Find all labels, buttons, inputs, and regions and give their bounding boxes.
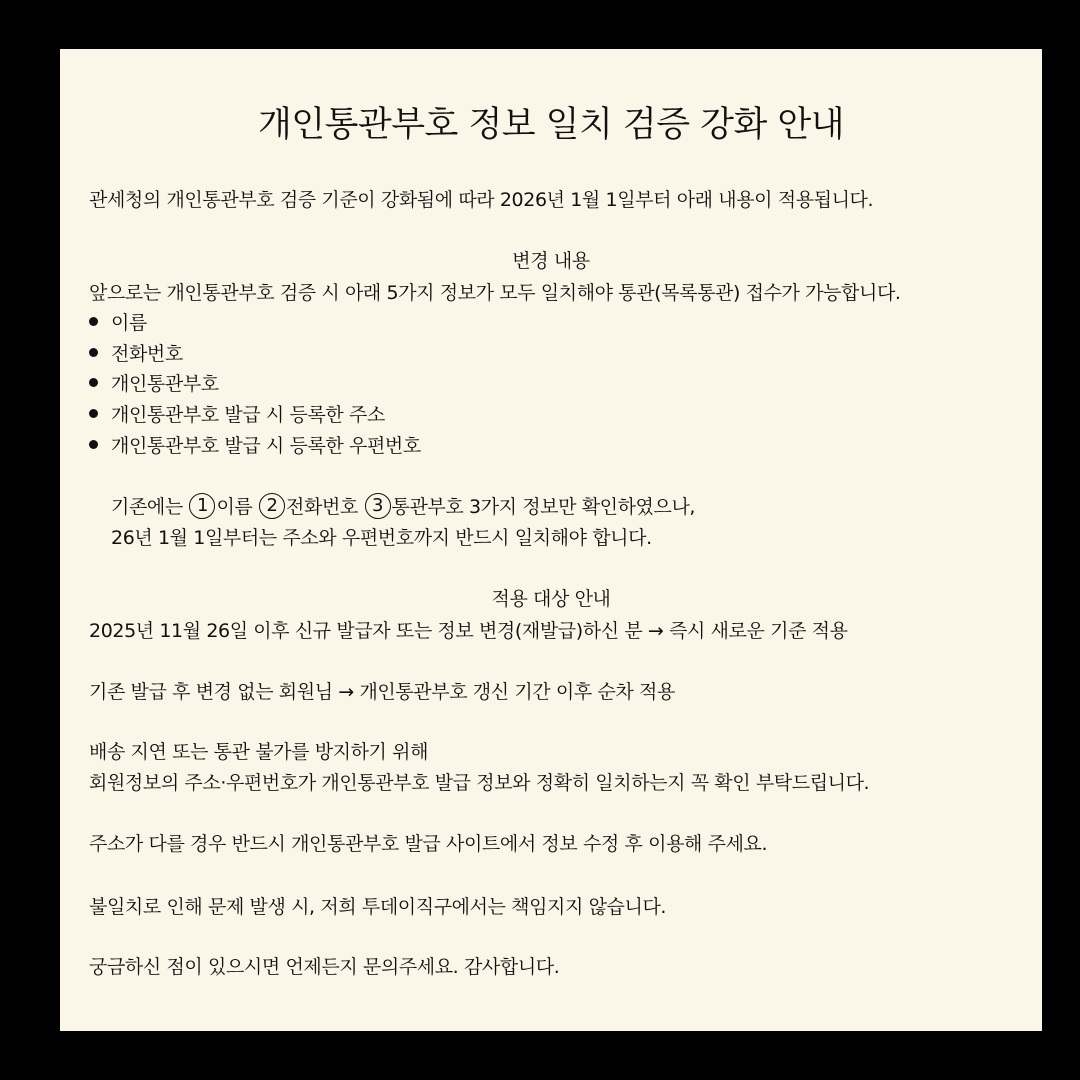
- scope-new-members: 2025년 11월 26일 이후 신규 발급자 또는 정보 변경(재발급)하신 분 → 즉시 새로운 기준 적용: [89, 620, 848, 642]
- bullet-icon: [89, 440, 98, 449]
- intro-text: 관세청의 개인통관부호 검증 기준이 강화됨에 따라 2026년 1월 1일부터 아래 내용이 적용됩니다.: [89, 189, 874, 211]
- changes-heading: 변경 내용: [512, 250, 590, 272]
- bullet-icon: [89, 378, 98, 387]
- bullet-icon: [89, 317, 98, 326]
- note-prefix: 기존에는: [111, 496, 189, 518]
- list-item-label: 이름: [111, 312, 147, 334]
- list-item-label: 개인통관부호 발급 시 등록한 주소: [111, 404, 385, 426]
- list-item: [89, 310, 147, 336]
- prevent-text-line2: 회원정보의 주소·우편번호가 개인통관부호 발급 정보와 정확히 일치하는지 꼭 확인 부탁드립니다.: [89, 772, 870, 794]
- liability-notice: 불일치로 인해 문제 발생 시, 저희 투데이직구에서는 책임지지 않습니다.: [89, 896, 667, 918]
- scope-existing-members: 기존 발급 후 변경 없는 회원님 → 개인통관부호 갱신 기간 이후 순차 적용: [89, 681, 675, 703]
- notice-panel: [60, 49, 1042, 1031]
- list-item-label: 전화번호: [111, 343, 183, 365]
- list-item: [89, 402, 385, 428]
- circled-number-1: 1: [189, 493, 215, 519]
- circled-number-3: 3: [365, 493, 391, 519]
- list-item: [89, 371, 219, 397]
- list-item-label: 개인통관부호: [111, 373, 219, 395]
- note-item-phone: 전화번호: [286, 496, 364, 518]
- prevent-text-line1: 배송 지연 또는 통관 불가를 방지하기 위해: [89, 741, 429, 763]
- bullet-icon: [89, 409, 98, 418]
- circled-number-2: 2: [259, 493, 285, 519]
- mismatch-notice: 주소가 다를 경우 반드시 개인통관부호 발급 사이트에서 정보 수정 후 이용해 주세요.: [89, 833, 768, 855]
- closing-text: 궁금하신 점이 있으시면 언제든지 문의주세요. 감사합니다.: [89, 956, 560, 978]
- scope-heading: 적용 대상 안내: [491, 588, 611, 610]
- page-title: 개인통관부호 정보 일치 검증 강화 안내: [257, 105, 845, 145]
- note-item-name: 이름: [216, 496, 259, 518]
- list-item-label: 개인통관부호 발급 시 등록한 우편번호: [111, 435, 421, 457]
- list-item: [89, 433, 421, 459]
- bullet-icon: [89, 348, 98, 357]
- list-item: [89, 341, 183, 367]
- new-criteria-note: 26년 1월 1일부터는 주소와 우편번호까지 반드시 일치해야 합니다.: [111, 527, 652, 549]
- note-item-code: 통관부호 3가지 정보만 확인하였으나,: [391, 496, 696, 518]
- previous-criteria-note: [111, 494, 695, 521]
- changes-lead: 앞으로는 개인통관부호 검증 시 아래 5가지 정보가 모두 일치해야 통관(목록통관) 접수가 가능합니다.: [89, 282, 901, 304]
